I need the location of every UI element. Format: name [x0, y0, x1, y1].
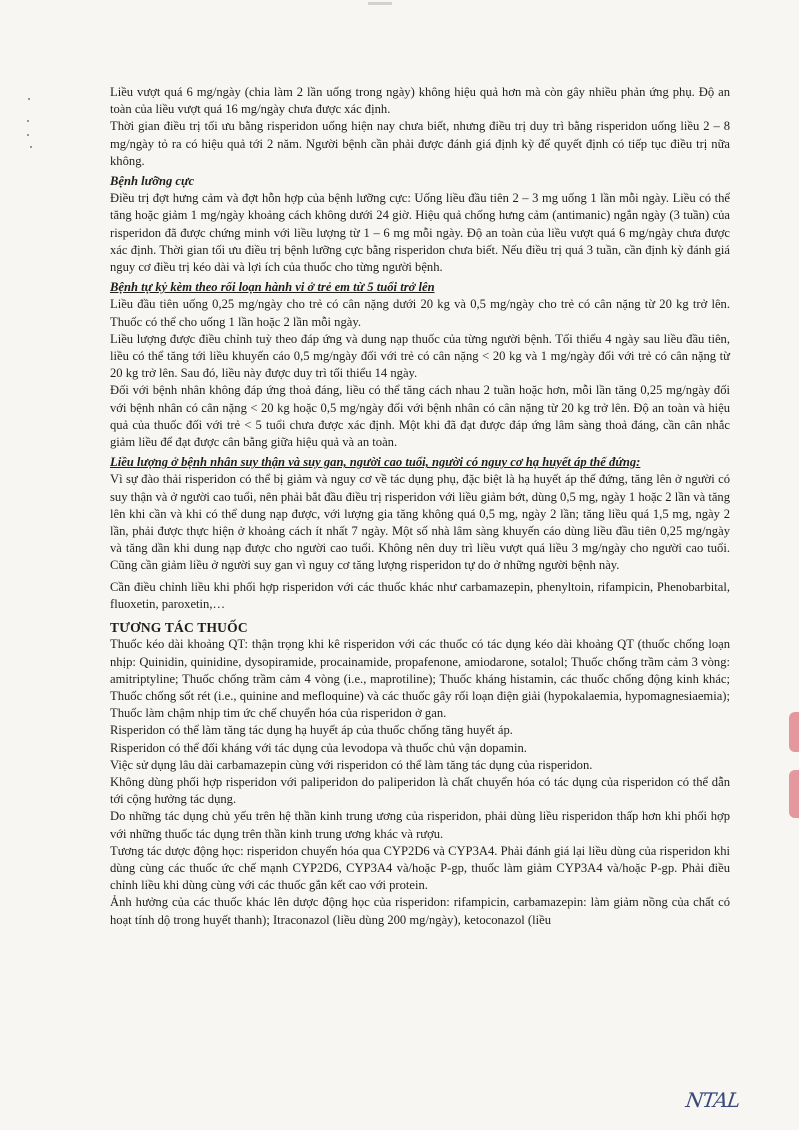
scan-dot: [27, 120, 29, 122]
paragraph: Liều đầu tiên uống 0,25 mg/ngày cho trẻ có cân nặng dưới 20 kg và 0,5 mg/ngày cho trẻ có cân nặng từ 20 kg trở lên. Thuốc có thể cho uống 1 lần hoặc 2 lần mỗi ngày.: [110, 297, 730, 329]
section-heading-bipolar: Bệnh lưỡng cực: [110, 174, 195, 189]
paragraph: Việc sử dụng lâu dài carbamazepin cùng với risperidon có thể làm tăng tác dụng của risperidon.: [110, 757, 593, 772]
paragraph: Tương tác dược động học: risperidon chuyển hóa qua CYP2D6 và CYP3A4. Phải đánh giá lại liều dùng của risperidon khi dùng cùng các thuốc ức chế mạnh CYP2D6, CYP3A4 và/hoặc P-gp, thuốc làm giảm CYP3A4 và/hoặc P-gp. Phải điều chỉnh liều khi dùng cùng với các thuốc gắn kết cao với protein.: [110, 843, 730, 893]
section-heading-autism: Bệnh tự kỷ kèm theo rối loạn hành vi ở trẻ em từ 5 tuổi trở lên: [110, 280, 435, 295]
document-body: [110, 84, 730, 929]
red-stamp-edge: [789, 770, 799, 818]
paragraph: Ảnh hưởng của các thuốc khác lên dược động học của risperidon: rifampicin, carbamazepin: làm giảm nồng của chất có hoạt tính dộ trong huyết thanh); Itraconazol (liều dùng 200 mg/ngày), ketoconazol (liều: [110, 895, 730, 927]
paragraph: Không dùng phối hợp risperidon với paliperidon do paliperidon là chất chuyển hóa có tác dụng của risperidon có thể dẫn tới cộng hưởng tác dụng.: [110, 774, 730, 807]
paragraph: Liều vượt quá 6 mg/ngày (chia làm 2 lần uống trong ngày) không hiệu quả hơn mà còn gây nhiều phản ứng phụ. Độ an toàn của liều vượt quá 16 mg/ngày chưa được xác định.: [110, 85, 730, 117]
red-stamp-edge: [789, 712, 799, 752]
paragraph: Đối với bệnh nhân không đáp ứng thoả đáng, liều có thể tăng cách nhau 2 tuần hoặc hơn, mỗi lần tăng 0,25 mg/ngày đối với bệnh nhân có cân nặng < 20 kg hoặc 0,5 mg/ngày đối với bệnh nhân có cân nặng từ 20 kg trở lên. Độ an toàn và hiệu quả của thuốc đối với trẻ < 5 tuổi chưa được xác định. Một khi đã đạt được đáp ứng lâm sàng thoả đáng, cần cân nhắc giảm liều để đạt được cân bằng giữa hiệu quả và an toàn.: [110, 383, 730, 450]
scan-dot: [30, 146, 32, 148]
handwritten-signature: NTAL: [684, 1088, 742, 1112]
paragraph: Vì sự đào thải risperidon có thể bị giảm và nguy cơ về tác dụng phụ, đặc biệt là hạ huyết áp thế đứng, tăng lên ở người có suy thận và ở người cao tuổi, nên phải bắt đầu điều trị risperidon với liều giảm bớt, dùng 0,5 mg, ngày 1 hoặc 2 lần và tăng lên khi cần và khi có thể dung nạp được, với lượng gia tăng không quá 0,5 mg, ngày 2 lần; tăng liều quá 1,5 mg, ngày 2 lần, phải được thực hiện ở khoảng cách ít nhất 7 ngày. Một số nhà lâm sàng khuyến cáo dùng liều đầu tiên 0,25 mg/ngày và tăng dần khi dung nạp được cho người cao tuổi. Không nên duy trì liều vượt quá liều 3 mg/ngày cho người cao tuổi. Cũng cần giảm liều ở người suy gan vì nguy cơ tăng lượng risperidon tự do ở những người bệnh này.: [110, 472, 730, 573]
paragraph: Thời gian điều trị tối ưu bằng risperidon uống hiện nay chưa biết, nhưng điều trị duy trì bằng risperidon uống liều 2 – 8 mg/ngày tỏ ra có hiệu quả tới 2 năm. Người bệnh cần phải được đánh giá định kỳ để quyết định có tiếp tục điều trị nữa không.: [110, 119, 730, 168]
section-heading-dosage-special: Liều lượng ở bệnh nhân suy thận và suy gan, người cao tuổi, người có nguy cơ hạ huyết áp thế đứng:: [110, 455, 641, 470]
paragraph: Cần điều chỉnh liều khi phối hợp risperidon với các thuốc khác như carbamazepin, phenyltoin, rifampicin, Phenobarbital, fluoxetin, paroxetin,…: [110, 579, 730, 611]
scan-dot: [28, 98, 30, 100]
paragraph: Risperidon có thể đối kháng với tác dụng của levodopa và thuốc chủ vận dopamin.: [110, 740, 527, 755]
section-title-interactions: TƯƠNG TÁC THUỐC: [110, 620, 248, 636]
paragraph: Do những tác dụng chủ yếu trên hệ thần kinh trung ương của risperidon, phải dùng liều risperidon thấp hơn khi phối hợp với những thuốc tác dụng trên thần kinh trung ương khác và rượu.: [110, 809, 730, 841]
paragraph: Điều trị đợt hưng cảm và đợt hỗn hợp của bệnh lưỡng cực: Uống liều đầu tiên 2 – 3 mg uống 1 lần mỗi ngày. Liều có thể tăng hoặc giảm 1 mg/ngày khoảng cách không dưới 24 giờ. Hiệu quả chống hưng cảm (antimanic) ngắn ngày (3 tuần) của risperidon đã được chứng minh với liều lượng từ 1 – 6 mg mỗi ngày. Độ an toàn của liều vượt quá 6 mg/ngày chưa được xác định. Thời gian tối ưu điều trị bệnh lưỡng cực bằng risperidon chưa biết. Nếu điều trị quá 3 tuần, cần định kỳ đánh giá nguy cơ điều trị kéo dài và lợi ích của thuốc cho từng người bệnh.: [110, 191, 730, 275]
scan-smudge: [368, 2, 392, 5]
paragraph: Liều lượng được điều chỉnh tuỳ theo đáp ứng và dung nạp thuốc của từng người bệnh. Tối thiểu 4 ngày sau liều đầu tiên, liều có thể tăng tới liều khuyến cáo 0,5 mg/ngày đối với trẻ có cân nặng < 20 kg và 1 mg/ngày đối với trẻ có cân nặng từ 20 kg trở lên. Sau đó, liều này được duy trì tối thiểu 14 ngày.: [110, 331, 730, 381]
paragraph: Risperidon có thể làm tăng tác dụng hạ huyết áp của thuốc chống tăng huyết áp.: [110, 723, 513, 738]
paragraph: Thuốc kéo dài khoảng QT: thận trọng khi kê risperidon với các thuốc có tác dụng kéo dài khoảng QT (thuốc chống loạn nhịp: Quinidin, quinidine, dysopiramide, procainamide, propafenone, amiodarone, sotalol; Thuốc chống trầm cảm 3 vòng: amitriptyline; Thuốc chống trầm cảm 4 vòng (i.e., maprotiline); Thuốc kháng histamin, các thuốc chống động kinh khác; Thuốc chống sốt rét (i.e., quinine and mefloquine) và các thuốc gây rối loạn điện giải (hypokalaemia, hypomagnesiaemia); Thuốc làm chậm nhịp tim ức chế chuyển hóa của risperidon ở gan.: [110, 637, 730, 721]
scan-dot: [27, 134, 29, 136]
